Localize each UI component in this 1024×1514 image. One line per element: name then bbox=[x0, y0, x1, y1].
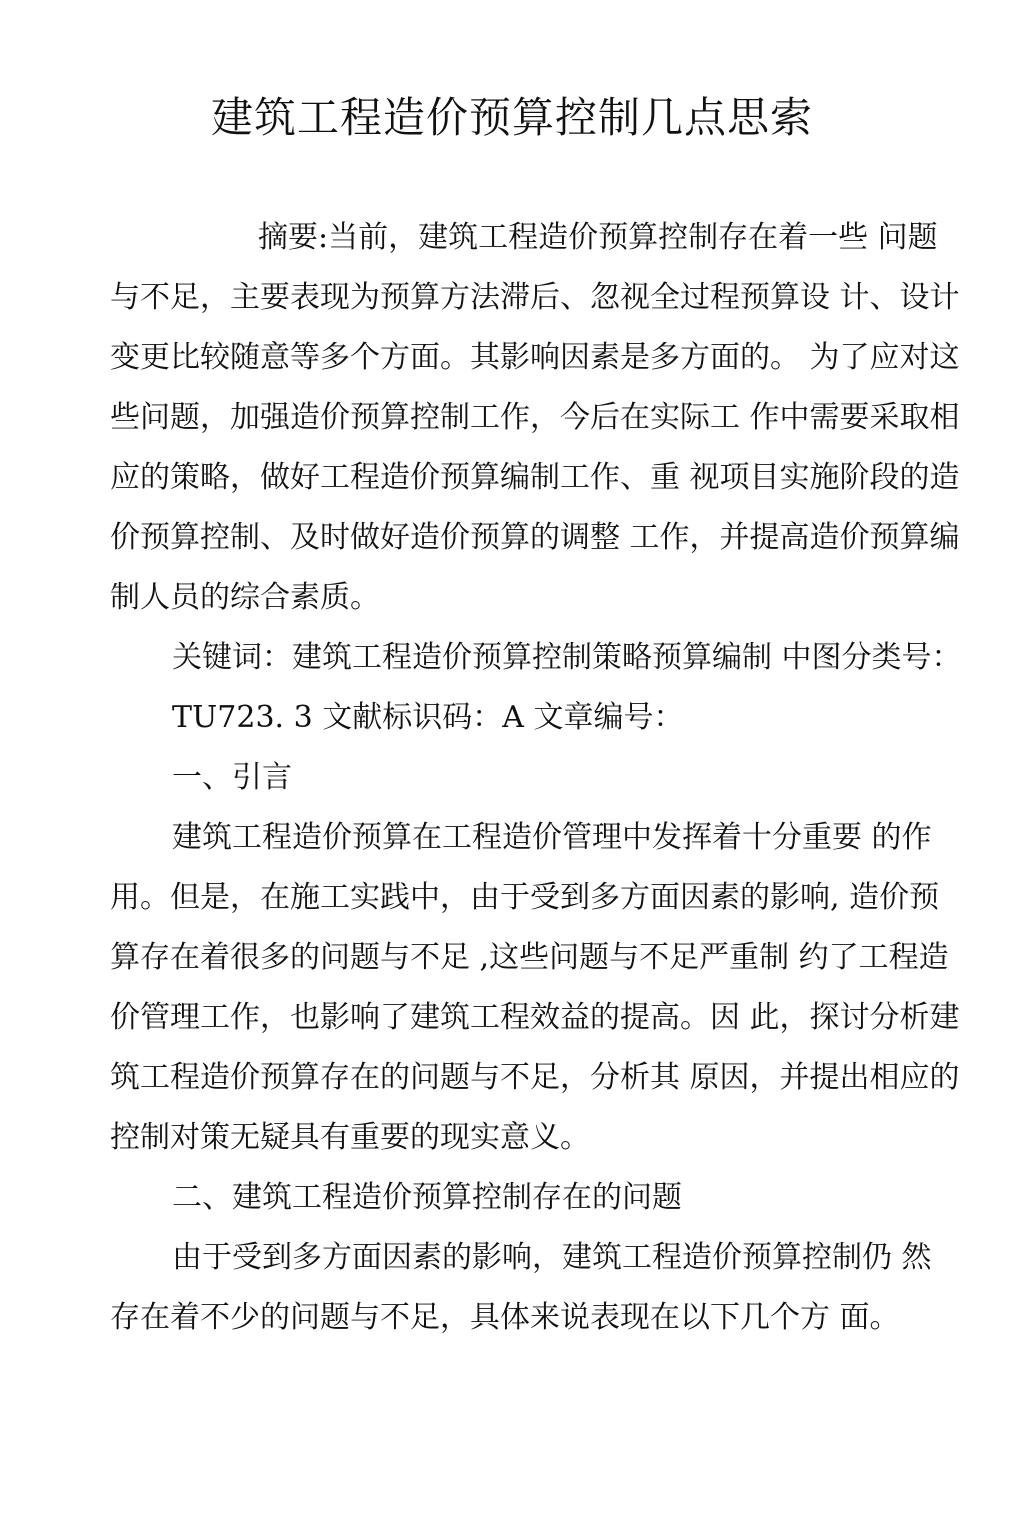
keywords-line: 关键词：建筑工程造价预算控制策略预算编制 中图分类号： bbox=[172, 640, 962, 675]
abstract-line-7: 制人员的综合素质。 bbox=[110, 580, 380, 615]
intro-line-5: 筑工程造价预算存在的问题与不足，分析其 原因，并提出相应的 bbox=[110, 1060, 960, 1095]
abstract-line-6: 价预算控制、及时做好造价预算的调整 工作，并提高造价预算编 bbox=[110, 520, 960, 555]
abstract-line-3: 变更比较随意等多个方面。其影响因素是多方面的。 为了应对这 bbox=[110, 340, 960, 375]
intro-line-4: 价管理工作，也影响了建筑工程效益的提高。因 此，探讨分析建 bbox=[110, 1000, 960, 1035]
abstract-line-4: 些问题，加强造价预算控制工作，今后在实际工 作中需要采取相 bbox=[110, 400, 960, 435]
classification-line: TU723. 3 文献标识码：A 文章编号： bbox=[172, 700, 684, 735]
section-heading-introduction: 一、引言 bbox=[172, 760, 292, 795]
problems-line-2: 存在着不少的问题与不足，具体来说表现在以下几个方 面。 bbox=[110, 1300, 900, 1335]
abstract-line-1: 摘要:当前，建筑工程造价预算控制存在着一些 问题 bbox=[258, 220, 938, 255]
document-title: 建筑工程造价预算控制几点思索 bbox=[210, 93, 813, 142]
intro-line-6: 控制对策无疑具有重要的现实意义。 bbox=[110, 1120, 590, 1155]
intro-line-3: 算存在着很多的问题与不足 ,这些问题与不足严重制 约了工程造 bbox=[110, 940, 949, 975]
abstract-line-5: 应的策略，做好工程造价预算编制工作、重 视项目实施阶段的造 bbox=[110, 460, 960, 495]
intro-line-1: 建筑工程造价预算在工程造价管理中发挥着十分重要 的作 bbox=[172, 820, 932, 855]
abstract-line-2: 与不足，主要表现为预算方法滞后、忽视全过程预算设 计、设计 bbox=[110, 280, 960, 315]
intro-line-2: 用。但是，在施工实践中，由于受到多方面因素的影响, 造价预 bbox=[110, 880, 940, 915]
section-heading-problems: 二、建筑工程造价预算控制存在的问题 bbox=[172, 1180, 682, 1215]
problems-line-1: 由于受到多方面因素的影响，建筑工程造价预算控制仍 然 bbox=[172, 1240, 932, 1275]
